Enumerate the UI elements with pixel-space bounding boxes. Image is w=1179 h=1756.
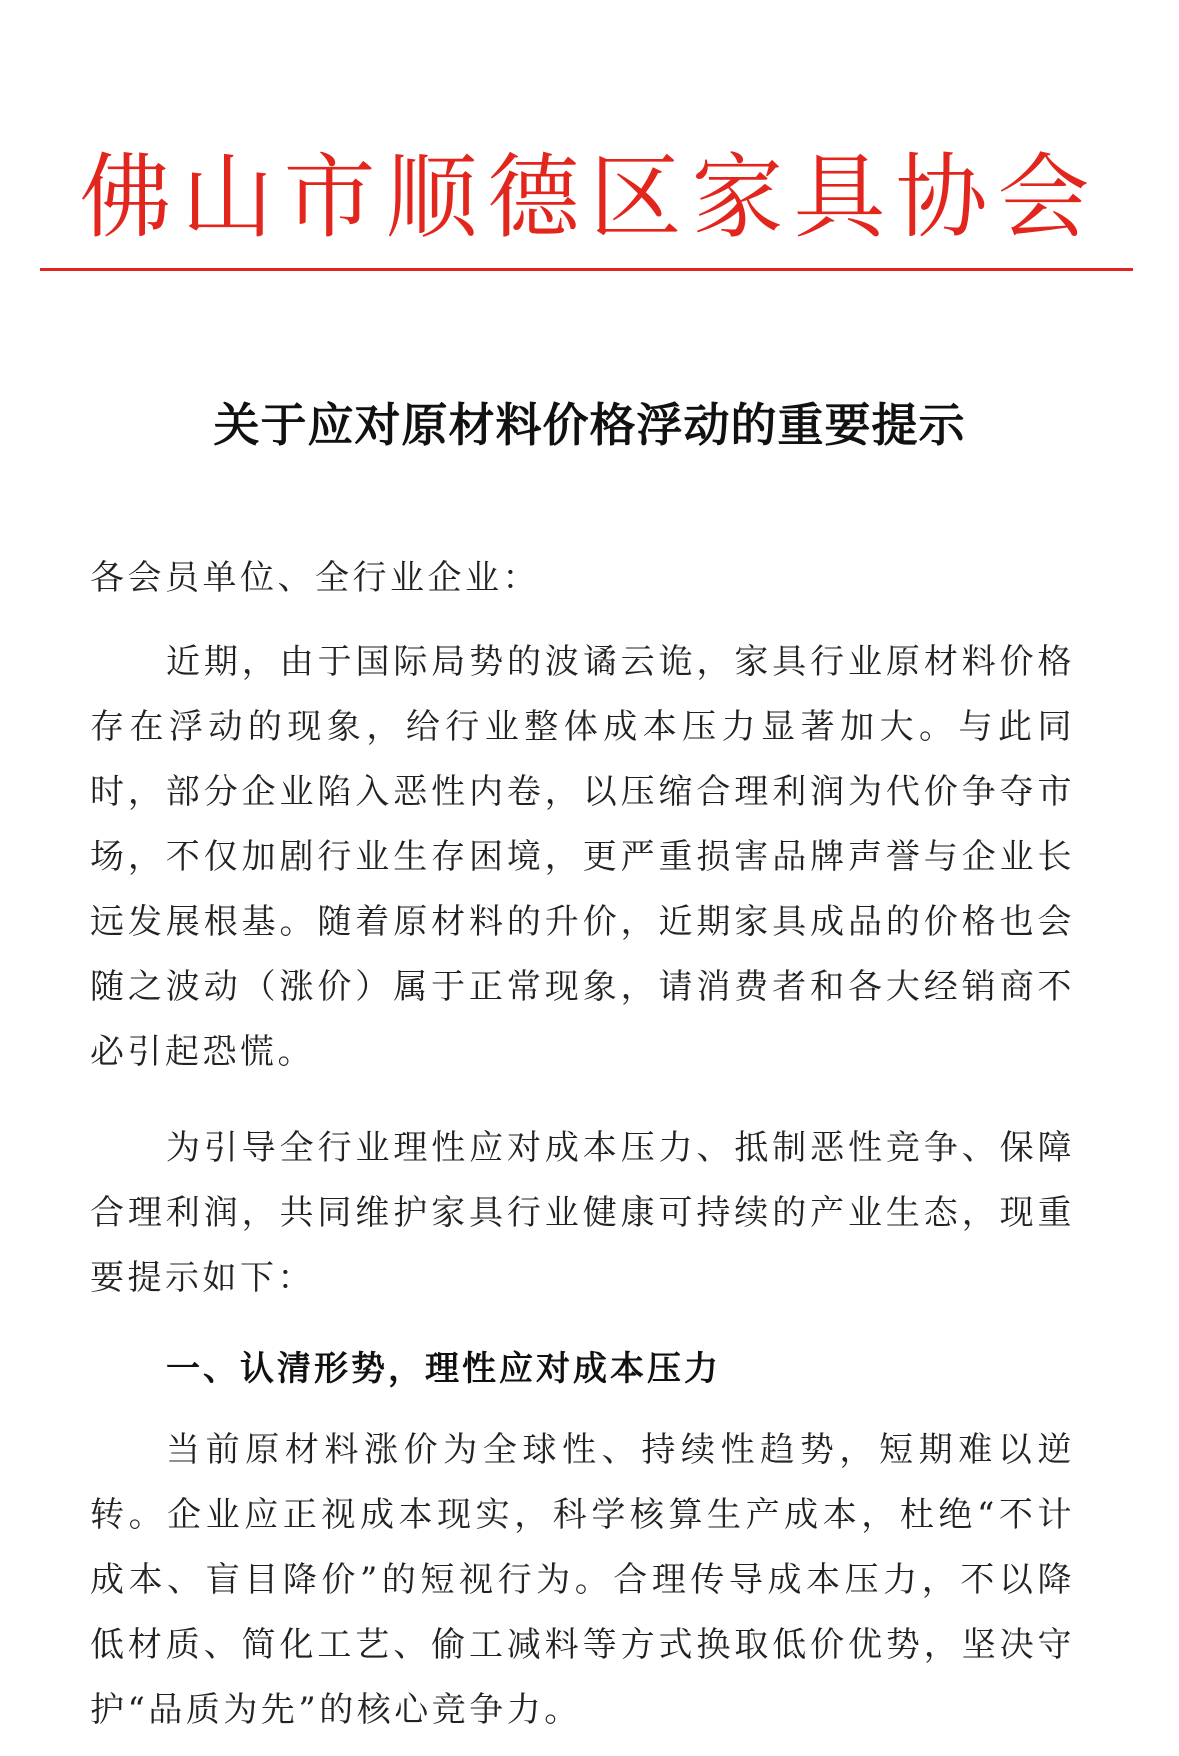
letterhead-organization-name: 佛山市顺德区家具协会 — [79, 144, 1100, 251]
section-paragraph: 当前原材料涨价为全球性、持续性趋势，短期难以逆转。企业应正视成本现实，科学核算生产成本，杜绝“不计成本、盲目降价”的短视行为。合理传导成本压力，不以降低材质、简化工艺、偷工减料等方式换取低价优势，坚决守护“品质为先”的核心竞争力。 — [90, 1430, 1075, 1730]
document-title: 关于应对原材料价格浮动的重要提示 — [213, 397, 966, 452]
salutation: 各会员单位、全行业企业： — [90, 558, 540, 598]
purpose-paragraph: 为引导全行业理性应对成本压力、抵制恶性竞争、保障合理利润，共同维护家具行业健康可持续的产业生态，现重要提示如下： — [90, 1128, 1075, 1298]
section-heading: 一、认清形势，理性应对成本压力 — [166, 1349, 721, 1389]
letterhead-red-divider — [40, 268, 1133, 271]
intro-paragraph: 近期，由于国际局势的波谲云诡，家具行业原材料价格存在浮动的现象，给行业整体成本压力显著加大。与此同时，部分企业陷入恶性内卷，以压缩合理利润为代价争夺市场，不仅加剧行业生存困境，更严重损害品牌声誉与企业长远发展根基。随着原材料的升价，近期家具成品的价格也会随之波动（涨价）属于正常现象，请消费者和各大经销商不必引起恐慌。 — [90, 642, 1075, 1072]
